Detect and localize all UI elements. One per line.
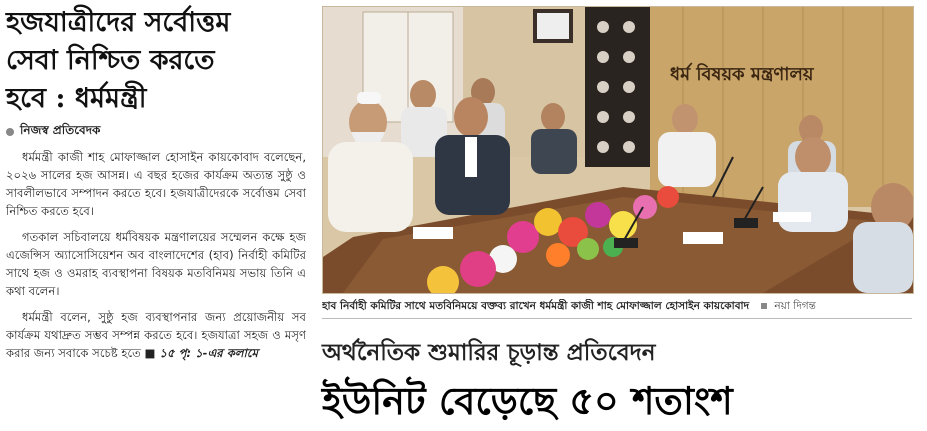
paragraph-3 — [6, 308, 306, 362]
jump-reference: ■ ১৫ পৃ: ১-এর কলামে — [144, 346, 258, 360]
paragraph-1: ধর্মমন্ত্রী কাজী শাহ মোফাজ্জাল হোসাইন কায়কোবাদ বলেছেন, ২০২৬ সালের হজ আসন্ন। এ বছর হজের কার্যক্রম অত্যন্ত সুষ্ঠু ও সাবলীলভাবে সম্পাদন করতে হবে। হজযাত্রীদেরকে সর্বোত্তম সেবা নিশ্চিত করতে হবে। — [6, 150, 306, 218]
article-headline — [6, 4, 306, 118]
photo-caption — [322, 299, 912, 316]
photo-credit: নয়া দিগন্ত — [774, 300, 816, 312]
section-divider — [322, 318, 912, 319]
byline-text: নিজস্ব প্রতিবেদক — [20, 123, 101, 137]
meeting-photo — [322, 6, 914, 294]
next-article-headline: ইউনিট বেড়েছে ৫০ শতাংশ — [322, 378, 733, 423]
caption-text: হাব নির্বাহী কমিটির সাথে মতবিনিময়ে বক্তব্য রাখেন ধর্মমন্ত্রী কাজী শাহ মোফাজ্জাল হোসাইন কায়কোবাদ — [322, 300, 750, 312]
byline — [6, 122, 306, 142]
wall-sign: ধর্ম বিষয়ক মন্ত্রণালয় — [670, 64, 814, 85]
headline-line-3: হবে : ধর্মমন্ত্রী — [6, 83, 147, 114]
square-bullet-icon — [761, 303, 767, 309]
headline-line-2: সেবা নিশ্চিত করতে — [6, 45, 215, 76]
left-article — [6, 4, 306, 431]
jump-text: ১৫ পৃ: ১-এর কলামে — [159, 346, 258, 360]
article-body — [6, 148, 306, 362]
paragraph-3-text: ধর্মমন্ত্রী বলেন, সুষ্ঠু হজ ব্যবস্থাপনার জন্য প্রয়োজনীয় সব কার্যক্রম যথাদ্রুত সম্ভব সম্পন্ন করতে হবে। হজযাত্রা সহজ ও মসৃণ করার জন্য সবাকে সচেষ্ট হতে — [6, 310, 306, 360]
bullet-icon — [6, 128, 14, 136]
headline-line-1: হজযাত্রীদের সর্বোত্তম — [6, 7, 231, 38]
paragraph-2: গতকাল সচিবালয়ে ধর্মবিষয়ক মন্ত্রণালয়ের সম্মেলন কক্ষে হজ এজেন্সিস অ্যাসোসিয়েশন অব বাংলাদেশের (হাব) নির্বাহী কমিটির সাথে হজ ও ওমরাহ ব্যবস্থাপনা বিষয়ক মতবিনিময় সভায় তিনি এ কথা বলেন। — [6, 230, 306, 298]
next-article-kicker: অর্থনৈতিক শুমারির চূড়ান্ত প্রতিবেদন — [322, 339, 656, 366]
